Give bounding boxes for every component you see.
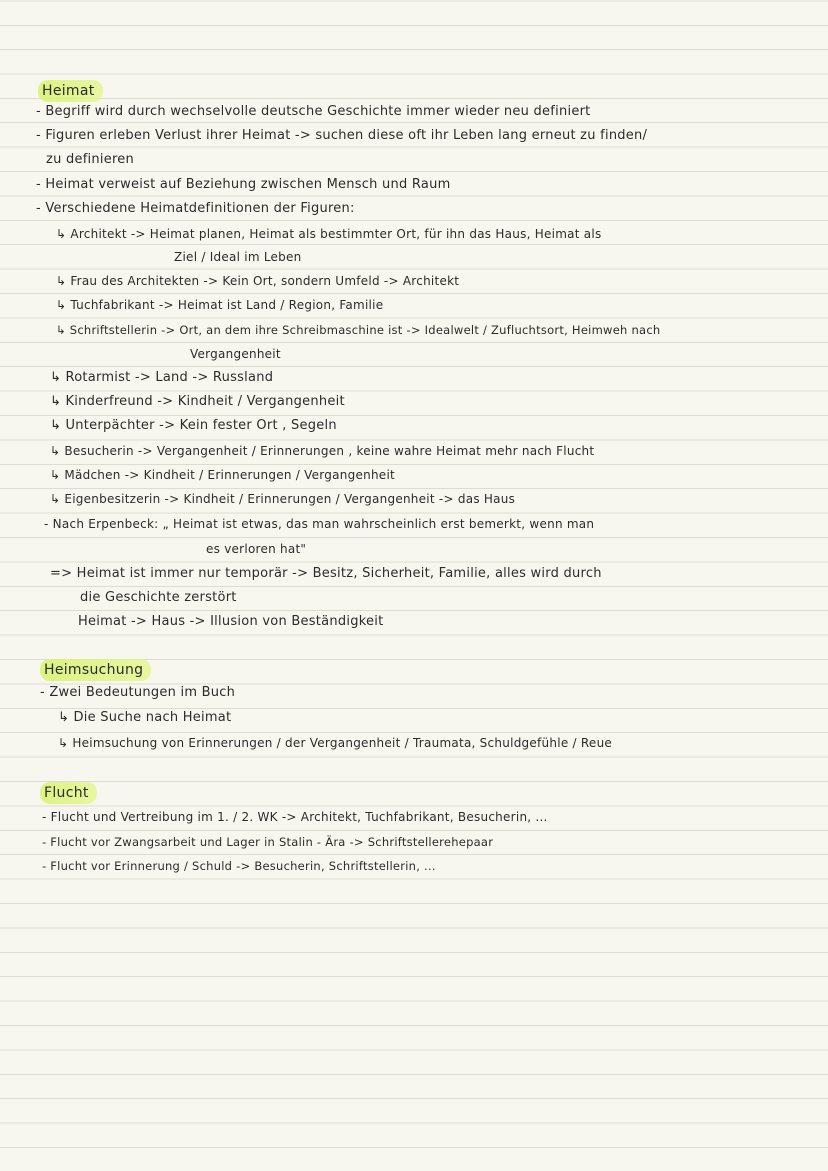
text-line: ↳ Besucherin -> Vergangenheit / Erinnerungen , keine wahre Heimat mehr nach Flucht (50, 444, 595, 458)
text-line: - Figuren erleben Verlust ihrer Heimat -> suchen diese oft ihr Leben lang erneut zu finden/ (36, 128, 648, 143)
heading-heimsuchung: Heimsuchung (40, 659, 151, 681)
text-line: ↳ Die Suche nach Heimat (58, 710, 232, 725)
text-line: - Zwei Bedeutungen im Buch (40, 685, 236, 700)
text-line: ↳ Heimsuchung von Erinnerungen / der Vergangenheit / Traumata, Schuldgefühle / Reue (58, 736, 613, 750)
text-line: - Nach Erpenbeck: „ Heimat ist etwas, das man wahrscheinlich erst bemerkt, wenn man (44, 517, 595, 531)
heading-heimat: Heimat (38, 80, 103, 102)
text-line: ↳ Eigenbesitzerin -> Kindheit / Erinnerungen / Vergangenheit -> das Haus (50, 492, 516, 506)
text-line: Vergangenheit (190, 347, 281, 361)
text-line: => Heimat ist immer nur temporär -> Besitz, Sicherheit, Familie, alles wird durch (50, 566, 602, 581)
text-line: die Geschichte zerstört (80, 590, 237, 605)
text-line: Heimat -> Haus -> Illusion von Beständigkeit (78, 614, 384, 629)
text-line: Ziel / Ideal im Leben (174, 250, 302, 264)
text-line: ↳ Mädchen -> Kindheit / Erinnerungen / Vergangenheit (50, 468, 395, 482)
text-line: ↳ Schriftstellerin -> Ort, an dem ihre Schreibmaschine ist -> Idealwelt / Zufluchtsort, Heimweh nach (56, 323, 661, 337)
text-line: ↳ Architekt -> Heimat planen, Heimat als bestimmter Ort, für ihn das Haus, Heimat als (56, 227, 602, 241)
text-line: es verloren hat" (206, 542, 307, 556)
text-line: - Flucht vor Zwangsarbeit und Lager in Stalin - Ära -> Schriftstellerehepaar (42, 835, 494, 849)
heading-flucht: Flucht (40, 782, 97, 804)
text-line: - Flucht vor Erinnerung / Schuld -> Besucherin, Schriftstellerin, ... (42, 859, 436, 873)
text-line: - Begriff wird durch wechselvolle deutsche Geschichte immer wieder neu definiert (36, 104, 591, 119)
text-line: ↳ Frau des Architekten -> Kein Ort, sondern Umfeld -> Architekt (56, 274, 460, 288)
text-line: - Heimat verweist auf Beziehung zwischen Mensch und Raum (36, 177, 451, 192)
text-line: ↳ Kinderfreund -> Kindheit / Vergangenheit (50, 394, 345, 409)
text-line: ↳ Rotarmist -> Land -> Russland (50, 370, 274, 385)
text-line: - Flucht und Vertreibung im 1. / 2. WK -> Architekt, Tuchfabrikant, Besucherin, ... (42, 810, 548, 824)
text-line: ↳ Unterpächter -> Kein fester Ort , Segeln (50, 418, 337, 433)
text-line: - Verschiedene Heimatdefinitionen der Figuren: (36, 201, 355, 216)
text-line: ↳ Tuchfabrikant -> Heimat ist Land / Region, Familie (56, 298, 384, 312)
text-line: zu definieren (46, 152, 135, 167)
